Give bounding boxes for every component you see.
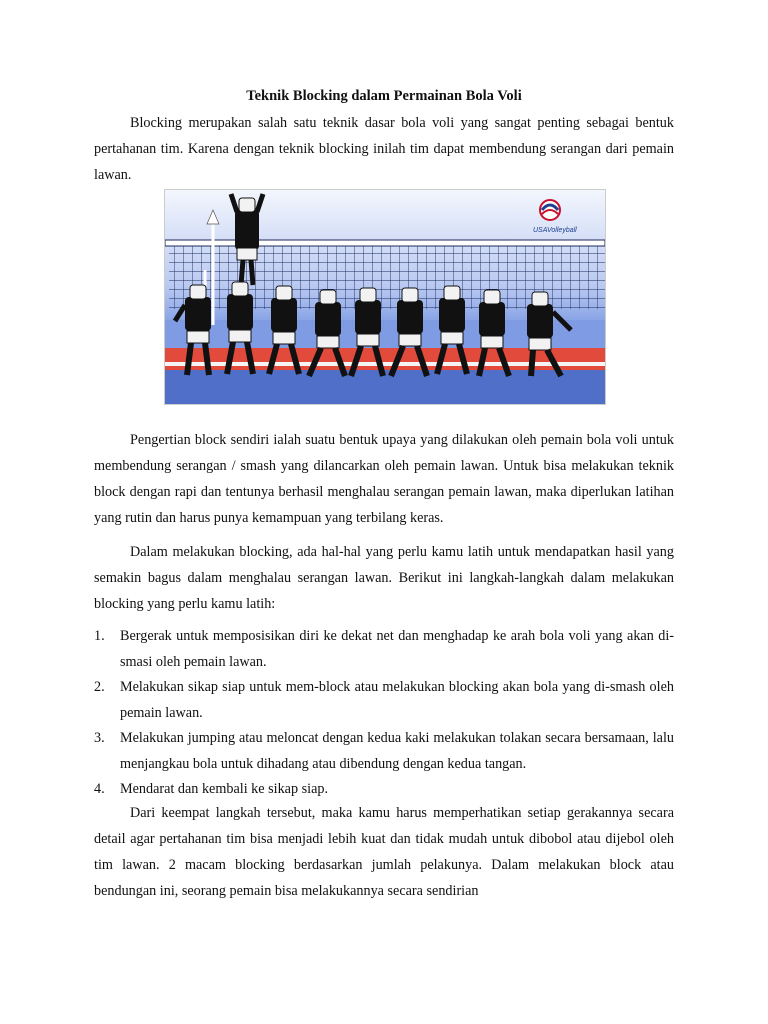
list-item [94, 624, 674, 675]
intro-paragraph: Blocking merupakan salah satu teknik dasar bola voli yang sangat penting sebagai bentuk pertahanan tim. Karena dengan teknik blocking inilah tim dapat membendung serangan dari pemain lawan. [94, 115, 674, 183]
blocking-illustration [164, 189, 606, 405]
usa-volleyball-logo-text: USAVolleyball [533, 227, 577, 234]
list-item-number: 3. [94, 730, 105, 746]
list-item [94, 777, 674, 803]
list-item-text: Melakukan jumping atau meloncat dengan kedua kaki melakukan tolakan secara bersamaan, lalu menjangkau bola untuk dihadang atau dibendung dengan kedua tangan. [120, 730, 674, 772]
blocking-steps-list [94, 624, 674, 803]
list-item [94, 675, 674, 726]
list-item-number: 4. [94, 781, 105, 797]
list-item-number: 1. [94, 628, 105, 644]
list-item-text: Bergerak untuk memposisikan diri ke dekat net dan menghadap ke arah bola voli yang akan di-smasi oleh pemain lawan. [120, 628, 674, 670]
list-item-text: Mendarat dan kembali ke sikap siap. [120, 781, 329, 797]
list-item-text: Melakukan sikap siap untuk mem-block atau melakukan blocking akan bola yang di-smash oleh pemain lawan. [120, 679, 674, 721]
paragraph-conclusion: Dari keempat langkah tersebut, maka kamu harus memperhatikan setiap gerakannya secara detail agar pertahanan tim bisa menjadi lebih kuat dan tidak mudah untuk dibobol atau dijebol oleh tim lawan. 2 macam blocking berdasarkan jumlah pelakunya. Dalam melakukan block atau bendungan ini, seorang pemain bisa melakukannya secara sendirian [94, 805, 674, 899]
net-top-tape [165, 240, 605, 246]
paragraph-definition: Pengertian block sendiri ialah suatu bentuk upaya yang dilakukan oleh pemain bola voli untuk membendung serangan / smash yang dilancarkan oleh pemain lawan. Untuk bisa melakukan teknik block dengan rapi dan tentunya berhasil menghalau serangan pemain lawan, maka diperlukan latihan yang rutin dan harus punya kemampuan yang terbilang keras. [94, 432, 674, 526]
paragraph-steps-intro: Dalam melakukan blocking, ada hal-hal yang perlu kamu latih untuk mendapatkan hasil yang semakin bagus dalam menghalau serangan lawan. Berikut ini langkah-langkah dalam melakukan blocking yang perlu kamu latih: [94, 544, 674, 612]
document-title: Teknik Blocking dalam Permainan Bola Voli [246, 88, 522, 104]
list-item-number: 2. [94, 679, 105, 695]
blocking-illustration-svg [165, 190, 605, 404]
list-item [94, 726, 674, 777]
